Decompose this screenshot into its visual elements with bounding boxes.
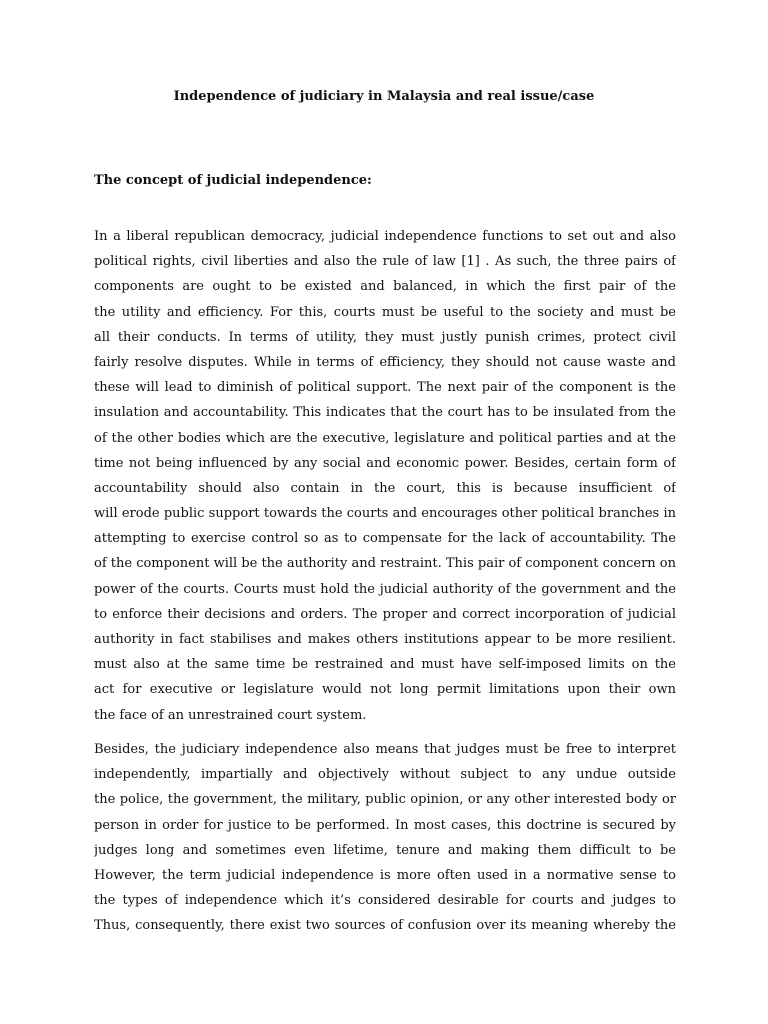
paragraph-line: of the component will be the authority and restraint. This pair of component concern on <box>94 556 676 572</box>
paragraph-line: components are ought to be existed and balanced, in which the first pair of the <box>94 279 676 295</box>
section-heading: The concept of judicial independence: <box>94 173 372 188</box>
paragraph-2 <box>94 737 676 939</box>
document-title: Independence of judiciary in Malaysia and real issue/case <box>173 89 595 104</box>
paragraph-line: Thus, consequently, there exist two sources of confusion over its meaning whereby the <box>94 918 676 934</box>
paragraph-line: fairly resolve disputes. While in terms of efficiency, they should not cause waste and <box>94 354 676 370</box>
paragraph-line: However, the term judicial independence is more often used in a normative sense to <box>94 867 676 883</box>
paragraph-line: of the other bodies which are the executive, legislature and political parties and at the <box>94 430 676 446</box>
paragraph-line: judges long and sometimes even lifetime, tenure and making them difficult to be <box>94 842 676 858</box>
paragraph-line: act for executive or legislature would not long permit limitations upon their own <box>94 682 676 698</box>
paragraph-line: person in order for justice to be performed. In most cases, this doctrine is secured by <box>94 817 676 833</box>
paragraph-line: political rights, civil liberties and also the rule of law [1] . As such, the three pairs of <box>94 254 676 270</box>
paragraph-line: time not being influenced by any social and economic power. Besides, certain form of <box>94 455 676 471</box>
paragraph-line: Besides, the judiciary independence also means that judges must be free to interpret <box>94 742 676 757</box>
paragraph-line: In a liberal republican democracy, judicial independence functions to set out and also <box>94 229 676 244</box>
paragraph-line: insulation and accountability. This indicates that the court has to be insulated from the <box>94 405 676 421</box>
paragraph-line: authority in fact stabilises and makes others institutions appear to be more resilient. <box>94 632 676 647</box>
paragraph-line: accountability should also contain in the court, this is because insufficient of <box>94 480 676 496</box>
paragraph-line: must also at the same time be restrained and must have self-imposed limits on the <box>94 657 676 673</box>
paragraph-line: these will lead to diminish of political support. The next pair of the component is the <box>94 380 676 396</box>
paragraph-line: to enforce their decisions and orders. The proper and correct incorporation of judicial <box>94 606 676 622</box>
paragraph-line: the types of independence which it’s considered desirable for courts and judges to <box>94 893 676 909</box>
paragraph-line: power of the courts. Courts must hold the judicial authority of the government and the <box>94 581 676 597</box>
paragraph-line: the police, the government, the military, public opinion, or any other interested body or <box>94 792 676 808</box>
paragraph-line: the face of an unrestrained court system. <box>94 707 367 723</box>
paragraph-line: will erode public support towards the courts and encourages other political branches in <box>94 506 676 522</box>
paragraph-line: independently, impartially and objectively without subject to any undue outside <box>94 767 676 783</box>
paragraph-line: all their conducts. In terms of utility, they must justly punish crimes, protect civil <box>94 329 676 345</box>
paragraph-line: attempting to exercise control so as to compensate for the lack of accountability. The <box>94 531 676 547</box>
paragraph-line: the utility and efficiency. For this, courts must be useful to the society and must be <box>94 304 676 320</box>
paragraph-1 <box>94 224 676 728</box>
